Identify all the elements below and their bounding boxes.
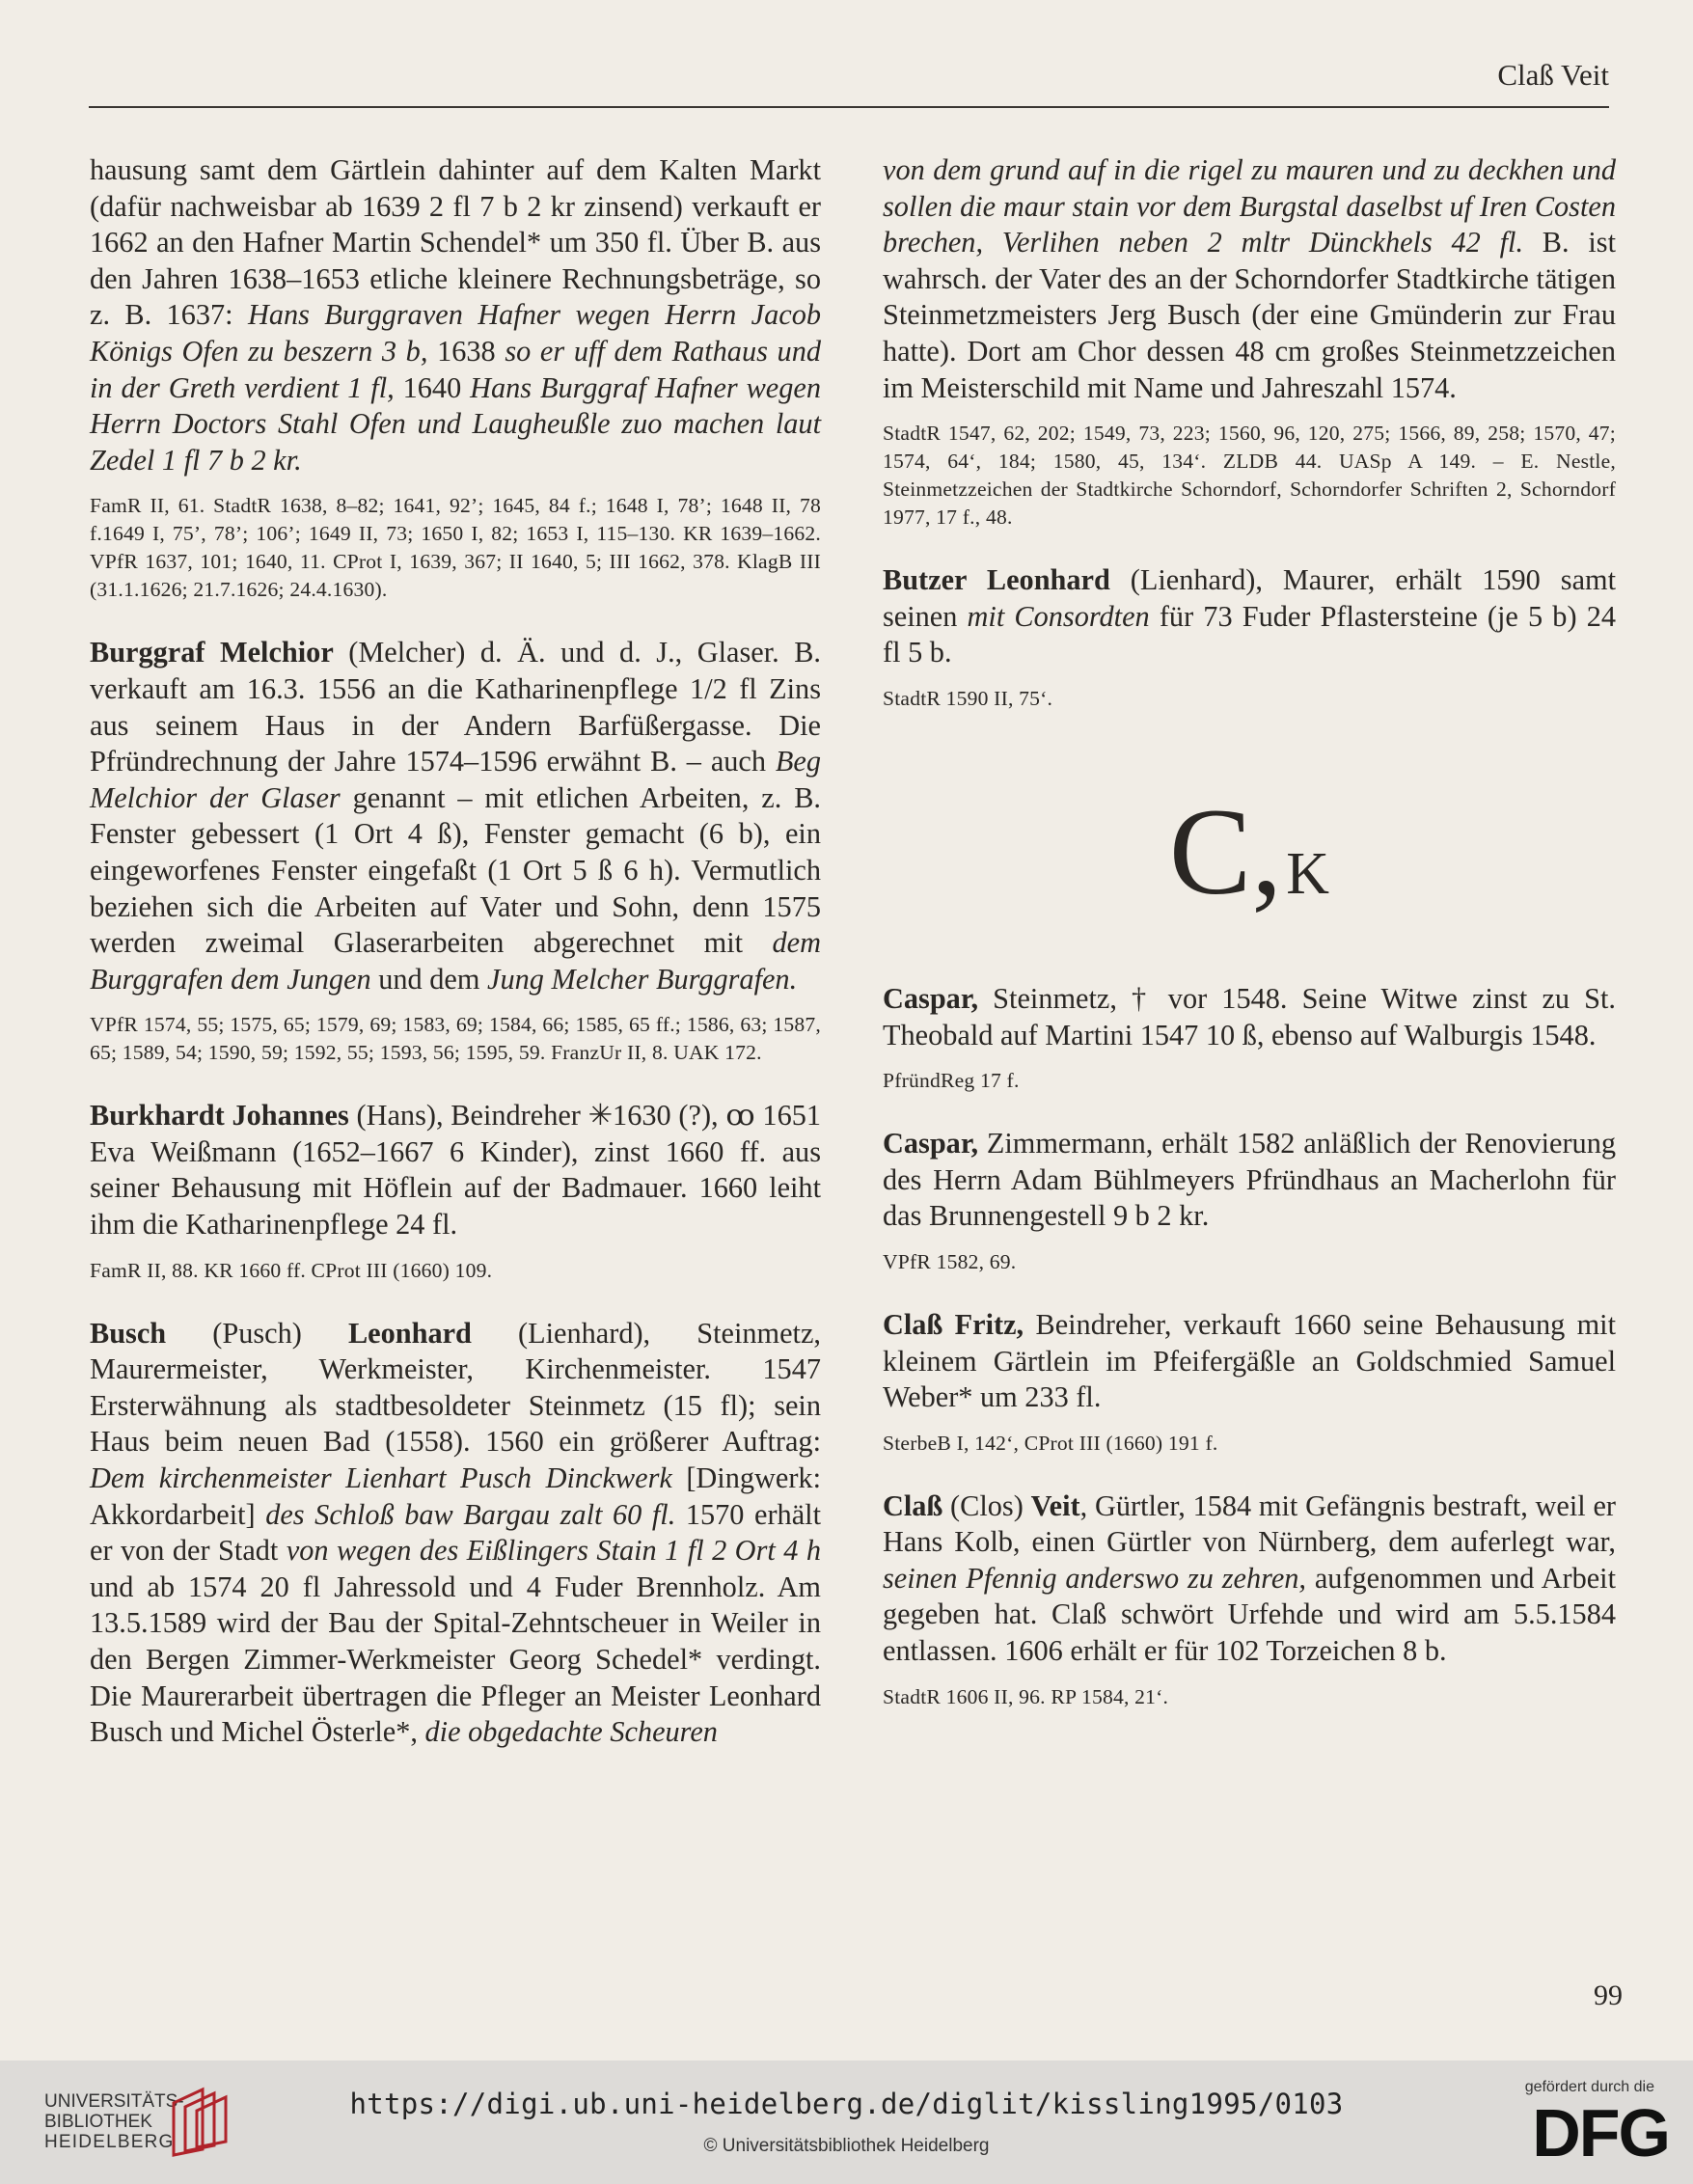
library-name-line: HEIDELBERG	[44, 2132, 175, 2152]
entry-headword: Burkhardt Johannes	[90, 1099, 349, 1133]
quote: von dem grund auf in die rigel zu mauren und zu deckhen und sollen die maur stain vor dem Burgstal daselbst uf Iren Costen brechen, Verlihen neben 2 mltr Dünckhels 42 fl.	[883, 153, 1616, 259]
entry-butzer-leonhard	[883, 562, 1616, 671]
entry-headword: Butzer Leonhard	[883, 563, 1110, 597]
entry-class-fritz	[883, 1307, 1616, 1416]
entry-burggraf-hans-continued	[90, 152, 821, 478]
entry-text: genannt – mit etlichen Arbeiten, z. B. Fenster gebessert (1 Ort 4 ß), Fenster gemacht (6 b), ein eingeworfenes Fenster eingefaßt (1 Ort 5 ß 6 h). Vermutlich beziehen sich die Arbeiten auf Vater und Sohn, denn 1575 werden zweimal Glaserarbeiten abgerechnet mit	[90, 780, 821, 960]
dfg-logo[interactable]: DFG	[1532, 2095, 1669, 2170]
entry-text: Steinmetz, † vor 1548. Seine Witwe zinst zu St. Theobald auf Martini 1547 10 ß, ebenso auf Walburgis 1548.	[883, 981, 1616, 1051]
entry-text: B. ist wahrsch. der Vater des an der Schorndorfer Stadtkirche tätigen Steinmetzmeisters Jerg Busch (der eine Gmünderin zur Frau hatte). Dort am Chor dessen 48 cm großes Steinmetzzeichen im Meisterschild mit Name und Jahreszahl 1574.	[883, 226, 1616, 404]
source-references: StadtR 1590 II, 75‘.	[883, 686, 1053, 710]
entry-text: aufgenommen und Arbeit gegeben hat. Claß schwört Urfehde und wird am 5.5.1584 entlassen. 1606 erhält er für 102 Torzeichen 8 b.	[883, 1561, 1617, 1668]
entry-text: (Melcher) d. Ä. und d. J., Glaser. B. verkauft am 16.3. 1556 an die Katharinenpflege 1/2 fl Zins aus seinem Haus in der Andern Barfüßergasse. Die Pfründrechnung der Jahre 1574–1596 erwähnt B. – auch	[90, 636, 821, 778]
quote: dem Burggrafen dem Jungen	[90, 926, 821, 996]
source-references: FamR II, 88. KR 1660 ff. CProt III (1660) 109.	[90, 1258, 493, 1282]
entry-text: , Gürtler, 1584 mit Gefängnis bestraft, weil er Hans Kolb, einen Gürtler von Nürnberg, dem auferlegt war,	[883, 1488, 1616, 1559]
entry-headword: Veit	[1030, 1488, 1080, 1522]
entry-class-veit	[883, 1488, 1616, 1670]
right-column	[883, 152, 1616, 1742]
entry-text: [Dingwerk: Akkordarbeit]	[90, 1461, 821, 1531]
entry-text: für 73 Fuder Pflastersteine (je 5 b) 24 fl 5 b.	[883, 599, 1616, 669]
entry-headword: Caspar,	[883, 981, 979, 1015]
entry-caspar-zimmermann	[883, 1126, 1616, 1235]
entry-headword: Burggraf Melchior	[90, 636, 334, 669]
quote: die obgedachte Scheuren	[424, 1715, 718, 1749]
entry-text: (Hans), Beindreher ✳1630 (?), ꝏ 1651 Eva Weißmann (1652–1667 6 Kinder), zinst 1660 ff. aus seiner Behausung mit Höflein auf der Badmauer. 1660 leiht ihm die Katharinenpflege 24 fl.	[90, 1099, 822, 1242]
running-head: Claß Veit	[1497, 58, 1609, 92]
source-references: SterbeB I, 142‘, CProt III (1660) 191 f.	[883, 1431, 1218, 1455]
entry-text: 1638	[437, 334, 496, 368]
source-references: FamR II, 61. StadtR 1638, 8–82; 1641, 92’; 1645, 84 f.; 1648 I, 78’; 1648 II, 78 f.1649 I, 75’, 78’; 106’; 1649 II, 73; 1650 I, 82; 1653 I, 115–130. KR 1639–1662. VPfR 1637, 101; 1640, 11. CProt I, 1639, 367; II 1640, 5; III 1662, 378. KlagB III (31.1.1626; 21.7.1626; 24.4.1630).	[90, 494, 821, 602]
source-references: VPfR 1582, 69.	[883, 1249, 1017, 1273]
entry-caspar-steinmetz	[883, 981, 1616, 1053]
entry-busch-leonhard-continued	[883, 152, 1616, 406]
quote: Jung Melcher Burggrafen.	[487, 962, 798, 996]
section-letter-c: C,	[1168, 782, 1283, 920]
quote: Beg Melchior der Glaser	[90, 745, 821, 814]
source-references: StadtR 1547, 62, 202; 1549, 73, 223; 1560, 96, 120, 275; 1566, 89, 258; 1570, 47; 1574, 64‘, 184; 1580, 45, 134‘. ZLDB 44. UASp A 149. – E. Nestle, Steinmetzzeichen der Stadtkirche Schorndorf, Schorndorfer Schriften 2, Schorndorf 1977, 17 f., 48.	[883, 422, 1616, 530]
entry-headword: Caspar,	[883, 1127, 979, 1160]
viewer-footer	[0, 2061, 1693, 2184]
quote: Hans Burggraf Hafner wegen Herrn Doctors Stahl Ofen und Laugheußle zuo machen laut Zedel 1 fl 7 b 2 kr.	[90, 370, 821, 477]
header-rule	[89, 106, 1609, 108]
entry-text: (Clos)	[942, 1488, 1031, 1522]
quote: des Schloß baw Bargau zalt 60 fl.	[265, 1497, 676, 1531]
entry-text: Zimmermann, erhält 1582 anläßlich der Renovierung des Herrn Adam Bühlmeyers Pfründhaus an Macherlohn für das Brunnengestell 9 b 2 kr.	[883, 1127, 1616, 1233]
library-name-line: UNIVERSITÄTS-	[44, 2091, 184, 2112]
quote: von wegen des Eißlingers Stain 1 fl 2 Ort 4 h	[286, 1534, 821, 1568]
entry-text: und ab 1574 20 fl Jahressold und 4 Fuder Brennholz. Am 13.5.1589 wird der Bau der Spital-Zehntscheuer in Weiler in den Bergen Zimmer-Werkmeister Georg Schedel* verdingt. Die Maurerarbeit übertragen die Pfleger an Meister Leonhard Busch und Michel Österle*,	[90, 1570, 821, 1749]
library-name-line: BIBLIOTHEK	[44, 2112, 152, 2132]
quote: so er uff dem Rathaus und in der Greth verdient 1 fl,	[90, 334, 821, 404]
source-references: PfründReg 17 f.	[883, 1069, 1020, 1093]
source-references: VPfR 1574, 55; 1575, 65; 1579, 69; 1583, 69; 1584, 66; 1585, 65 ff.; 1586, 63; 1587, 65; 1589, 54; 1590, 59; 1592, 55; 1593, 56; 1595, 59. FranzUr II, 8. UAK 172.	[90, 1013, 821, 1065]
entry-burkhardt-johannes	[90, 1098, 821, 1242]
entry-text: 1570 erhält er von der Stadt	[90, 1497, 821, 1568]
entry-headword: Claß Fritz,	[883, 1307, 1024, 1341]
entry-text: hausung samt dem Gärtlein dahinter auf dem Kalten Markt (dafür nachweisbar ab 1639 2 fl 7 b 2 kr zinsend) verkauft er 1662 an den Hafner Martin Schendel* um 350 fl. Über B. aus den Jahren 1638–1653 etliche kleinere Rechnungsbeträge, so z. B. 1637:	[90, 153, 821, 332]
quote: seinen Pfennig anderswo zu zehren,	[883, 1561, 1306, 1595]
entry-text: Beindreher, verkauft 1660 seine Behausung mit kleinem Gärtlein im Pfeifergäßle an Goldschmied Samuel Weber* um 233 fl.	[883, 1307, 1616, 1414]
page-number: 99	[1594, 1979, 1623, 2011]
quote: mit Consordten	[967, 599, 1150, 633]
permalink-url[interactable]: https://digi.ub.uni-heidelberg.de/diglit/kissling1995/0103	[349, 2088, 1344, 2120]
copyright-notice: © Universitätsbibliothek Heidelberg	[703, 2136, 990, 2156]
entry-burggraf-melchior	[90, 635, 821, 997]
left-column	[90, 152, 821, 1764]
entry-text: und dem	[370, 962, 488, 996]
entry-text: 1640	[402, 370, 462, 404]
section-letter-k: K	[1286, 840, 1330, 907]
section-letter-heading	[883, 782, 1616, 925]
entry-headword: Claß	[883, 1488, 943, 1522]
entry-headword: Leonhard	[347, 1316, 472, 1350]
entry-headword: Busch	[90, 1316, 167, 1350]
quote: Hans Burggraven Hafner wegen Herrn Jacob Königs Ofen zu beszern 3 b,	[90, 298, 821, 368]
quote: Dem kirchenmeister Lienhart Pusch Dinckwerk	[90, 1461, 672, 1495]
entry-text: (Lienhard), Maurer, erhält 1590 samt seinen	[883, 563, 1616, 633]
funding-caption: gefördert durch die	[1524, 2079, 1654, 2095]
entry-busch-leonhard	[90, 1316, 821, 1751]
source-references: StadtR 1606 II, 96. RP 1584, 21‘.	[883, 1684, 1169, 1708]
entry-text: (Lienhard), Steinmetz, Maurermeister, Werkmeister, Kirchenmeister. 1547 Ersterwähnung als stadtbesoldeter Steinmetz (15 fl); sein Haus beim neuen Bad (1558). 1560 ein größerer Auftrag:	[90, 1316, 821, 1459]
entry-text: (Pusch)	[166, 1316, 348, 1350]
